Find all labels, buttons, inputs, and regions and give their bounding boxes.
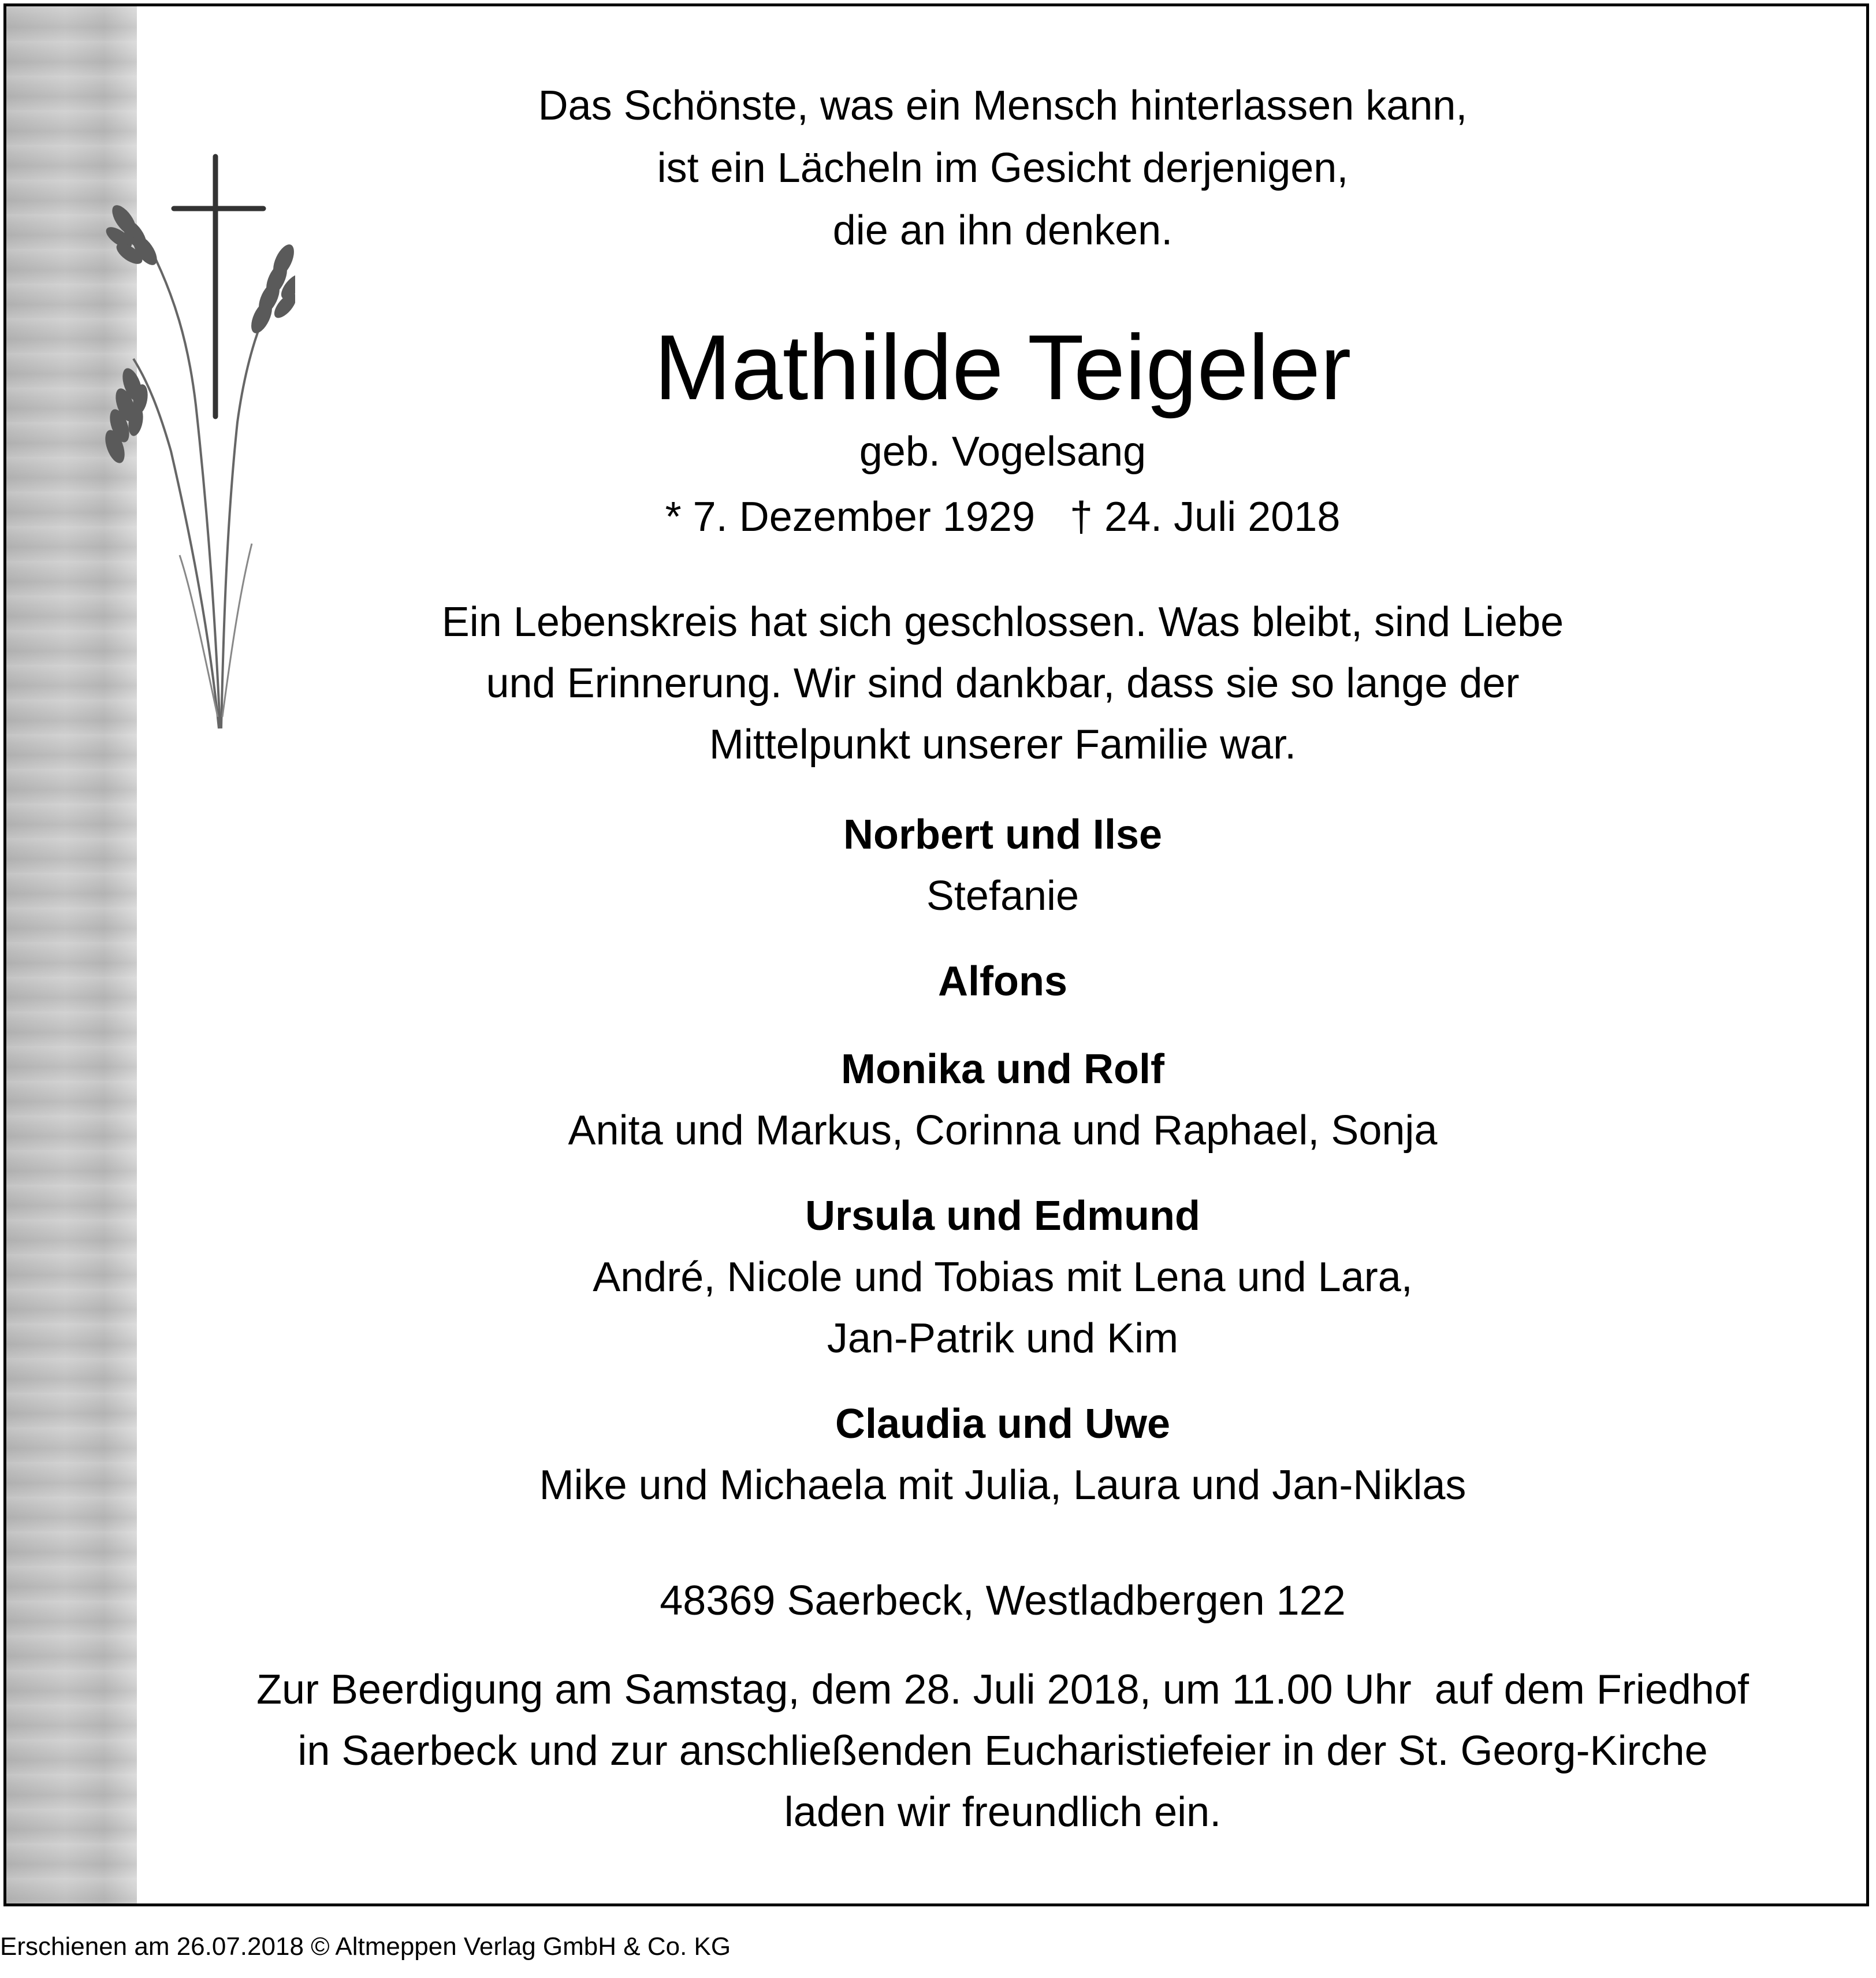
funeral-line-3: laden wir freundlich ein.	[784, 1789, 1222, 1835]
funeral-line-2: in Saerbeck und zur anschließenden Eucharistiefeier in der St. Georg-Kirche	[297, 1728, 1708, 1774]
message-line-2: und Erinnerung. Wir sind dankbar, dass sie so lange der	[486, 660, 1520, 707]
family-group-5-heading: Claudia und Uwe	[835, 1401, 1171, 1447]
quote-line-3: die an ihn denken.	[832, 207, 1173, 254]
family-group-4-line-2: Jan-Patrik und Kim	[827, 1315, 1179, 1362]
birth-name: geb. Vogelsang	[859, 429, 1147, 475]
funeral-line-1: Zur Beerdigung am Samstag, dem 28. Juli 2018, um 11.00 Uhr auf dem Friedhof	[256, 1667, 1750, 1713]
family-group-1-line-1: Stefanie	[926, 873, 1080, 919]
family-group-4-heading: Ursula und Edmund	[805, 1193, 1200, 1239]
family-group-3-heading: Monika und Rolf	[841, 1046, 1164, 1092]
obituary-frame	[3, 3, 1869, 1906]
family-group-4-line-1: André, Nicole und Tobias mit Lena und Lara,	[593, 1254, 1413, 1300]
life-dates: * 7. Dezember 1929 † 24. Juli 2018	[665, 494, 1341, 540]
publication-footer: Erschienen am 26.07.2018 © Altmeppen Verlag GmbH & Co. KG	[0, 1932, 731, 1961]
deceased-name: Mathilde Teigeler	[654, 315, 1352, 419]
family-group-1-heading: Norbert und Ilse	[843, 812, 1163, 858]
family-group-5-line-1: Mike und Michaela mit Julia, Laura und Jan-Niklas	[539, 1462, 1466, 1508]
family-group-3-line-1: Anita und Markus, Corinna und Raphael, Sonja	[568, 1107, 1438, 1154]
quote-line-1: Das Schönste, was ein Mensch hinterlassen kann,	[538, 83, 1468, 129]
address: 48369 Saerbeck, Westladbergen 122	[660, 1578, 1346, 1624]
quote-line-2: ist ein Lächeln im Gesicht derjenigen,	[657, 145, 1349, 191]
message-line-1: Ein Lebenskreis hat sich geschlossen. Was bleibt, sind Liebe	[441, 599, 1564, 645]
family-group-2-heading: Alfons	[938, 958, 1067, 1005]
message-line-3: Mittelpunkt unserer Familie war.	[709, 722, 1297, 768]
